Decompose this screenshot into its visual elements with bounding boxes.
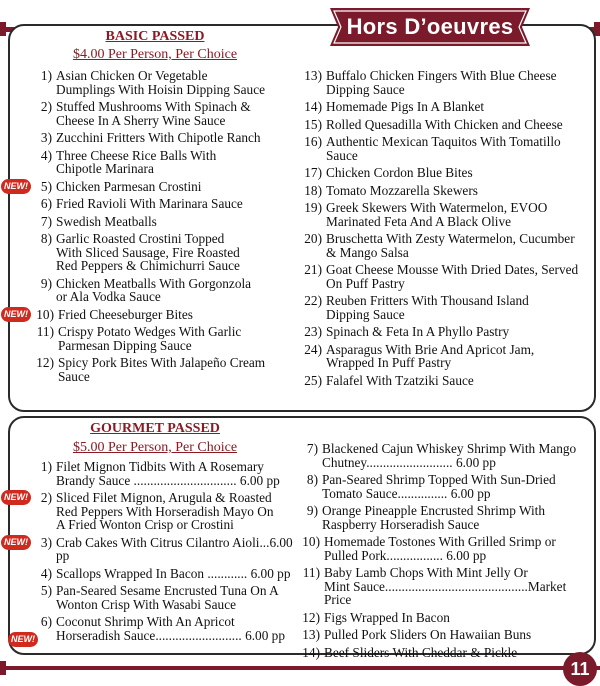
- menu-item: [304, 201, 588, 228]
- item-text-line: Chicken Meatballs With Gorgonzola: [56, 275, 252, 291]
- item-text-line: Chutney.......................... 6.00 pp: [322, 454, 496, 470]
- item-text-line: or Ala Vodka Sauce: [56, 289, 161, 304]
- item-text-line: & Mango Salsa: [326, 244, 409, 260]
- item-text-line: Pan-Seared Shrimp Topped With Sun-Dried: [322, 472, 556, 487]
- item-number: 4): [40, 147, 52, 163]
- item-text-line: Orange Pineapple Encrusted Shrimp With: [322, 503, 546, 518]
- divider-cap-left: [0, 661, 6, 675]
- item-text-line: Figs Wrapped In Bacon: [324, 609, 450, 625]
- item-number: 8): [306, 472, 318, 487]
- gourmet-section-price: $5.00 Per Person, Per Choice: [72, 440, 238, 455]
- item-text-line: Crab Cakes With Citrus Cilantro Aioli...6.00 pp: [56, 534, 293, 563]
- item-number: 1): [40, 68, 52, 83]
- item-text-line: Beef Sliders With Cheddar & Pickle: [324, 644, 518, 660]
- item-number: 5): [40, 178, 52, 194]
- item-number: 5): [40, 583, 52, 598]
- title-banner: [330, 8, 530, 46]
- bottom-divider: [0, 666, 600, 670]
- item-number: 9): [306, 503, 318, 518]
- item-text-line: Greek Skewers With Watermelon, EVOO: [326, 200, 548, 215]
- item-number: 17): [304, 165, 322, 180]
- item-number: 4): [40, 565, 52, 581]
- item-text-line: Baby Lamb Chops With Mint Jelly Or: [324, 565, 528, 580]
- item-number: 7): [40, 213, 52, 229]
- item-text-line: Fried Cheeseburger Bites: [58, 306, 193, 322]
- item-number: 2): [40, 490, 52, 505]
- item-number: 14): [304, 99, 322, 114]
- item-number: 2): [40, 99, 52, 114]
- item-text-line: Chicken Cordon Blue Bites: [326, 165, 473, 180]
- item-number: 3): [40, 534, 52, 550]
- menu-item: [36, 277, 298, 304]
- menu-item: [302, 473, 592, 500]
- new-badge: NEW!: [1, 179, 31, 194]
- item-text-line: Blackened Cajun Whiskey Shrimp With Mango: [322, 441, 577, 456]
- page-number: 11: [563, 652, 597, 686]
- item-text-line: Homemade Pigs In A Blanket: [326, 99, 485, 114]
- item-text-line: Crispy Potato Wedges With Garlic: [58, 324, 242, 339]
- item-number: 16): [304, 134, 322, 149]
- menu-item: [4, 534, 298, 563]
- item-number: 20): [304, 231, 322, 246]
- item-number: 13): [304, 68, 322, 83]
- gourmet-section-title: GOURMET PASSED: [90, 421, 220, 436]
- item-text-line: Goat Cheese Mousse With Dried Dates, Served: [326, 262, 579, 277]
- item-text-line: Swedish Meatballs: [56, 213, 157, 229]
- item-number: 19): [304, 200, 322, 215]
- item-text-line: Red Peppers With Horseradish Mayo On: [56, 503, 274, 519]
- item-text-line: Brandy Sauce ............................... 6.00 pp: [56, 472, 280, 488]
- menu-item: [304, 118, 588, 132]
- item-text-line: Spicy Pork Bites With Jalapeño Cream: [58, 355, 266, 370]
- item-text-line: Spinach & Feta In A Phyllo Pastry: [326, 324, 510, 339]
- menu-item: [4, 490, 298, 532]
- new-badge: NEW!: [1, 490, 31, 505]
- menu-item: [36, 149, 298, 176]
- item-text-line: Sauce: [326, 147, 358, 163]
- item-number: 12): [36, 355, 54, 370]
- item-text-line: Tomato Sauce............... 6.00 pp: [322, 485, 491, 501]
- item-text-line: Dipping Sauce: [326, 306, 405, 322]
- menu-item: [302, 442, 592, 469]
- item-text-line: Zucchini Fritters With Chipotle Ranch: [56, 130, 261, 145]
- basic-left-column: [4, 68, 298, 387]
- menu-item: [304, 184, 588, 198]
- menu-item: [304, 343, 588, 370]
- item-number: 11): [302, 565, 320, 580]
- item-number: 13): [302, 627, 320, 642]
- item-text-line: Sauce: [58, 368, 90, 384]
- page-title: Hors D’oeuvres: [346, 14, 514, 39]
- item-number: 8): [40, 231, 52, 246]
- gourmet-left-column: [4, 459, 298, 646]
- menu-item: [304, 374, 588, 388]
- item-text-line: Sliced Filet Mignon, Arugula & Roasted: [56, 490, 272, 505]
- item-text-line: Chipotle Marinara: [56, 161, 154, 176]
- menu-item: [36, 69, 298, 96]
- basic-section-title: BASIC PASSED: [105, 29, 205, 44]
- item-number: 15): [304, 116, 322, 132]
- item-text-line: Pulled Pork Sliders On Hawaiian Buns: [324, 627, 532, 642]
- item-text-line: Cheese In A Sherry Wine Sauce: [56, 112, 226, 128]
- item-number: 7): [306, 441, 318, 456]
- item-text-line: Dumplings With Hoisin Dipping Sauce: [56, 81, 266, 97]
- item-text-line: Garlic Roasted Crostini Topped: [56, 231, 225, 246]
- basic-section-price: $4.00 Per Person, Per Choice: [72, 47, 238, 62]
- menu-item: [304, 232, 588, 259]
- menu-item: [36, 131, 298, 145]
- item-text-line: Homemade Tostones With Grilled Srimp or: [324, 534, 556, 549]
- new-badge: NEW!: [1, 307, 31, 322]
- item-text-line: Coconut Shrimp With An Apricot: [56, 614, 235, 629]
- item-text-line: Marinated Feta And A Black Olive: [326, 213, 512, 229]
- item-number: 1): [40, 459, 52, 474]
- item-number: 14): [302, 644, 320, 660]
- item-text-line: With Sliced Sausage, Fire Roasted: [56, 244, 240, 260]
- menu-item: [304, 135, 588, 162]
- item-text-line: Wonton Crisp With Wasabi Sauce: [56, 596, 237, 612]
- item-text-line: Horseradish Sauce.......................... 6.00 pp: [56, 627, 285, 643]
- new-badge: NEW!: [8, 632, 38, 647]
- menu-item: [36, 356, 298, 383]
- item-number: 24): [304, 341, 322, 357]
- menu-item: [302, 566, 592, 607]
- item-number: 12): [302, 609, 320, 625]
- menu-item: [36, 197, 298, 211]
- menu-item: [302, 611, 592, 625]
- item-number: 25): [304, 372, 322, 388]
- item-text-line: Red Peppers & Chimichurri Sauce: [56, 258, 240, 273]
- menu-item: [302, 535, 592, 562]
- item-text-line: Three Cheese Rice Balls With: [56, 147, 217, 163]
- item-text-line: Chicken Parmesan Crostini: [56, 178, 202, 194]
- menu-item: [4, 306, 298, 322]
- item-text-line: Buffalo Chicken Fingers With Blue Cheese: [326, 68, 557, 83]
- gourmet-right-column: [302, 442, 592, 663]
- item-number: 3): [40, 130, 52, 145]
- menu-item: [36, 100, 298, 127]
- menu-item: [302, 628, 592, 642]
- item-text-line: Asian Chicken Or Vegetable: [56, 68, 208, 83]
- menu-item: [36, 584, 298, 611]
- item-text-line: A Fried Wonton Crisp or Crostini: [56, 517, 234, 532]
- item-number: 6): [40, 196, 52, 211]
- menu-item: [36, 460, 298, 487]
- item-number: 6): [40, 614, 52, 629]
- item-text-line: On Puff Pastry: [326, 275, 405, 291]
- menu-item: [302, 646, 592, 660]
- item-text-line: Falafel With Tzatziki Sauce: [326, 372, 474, 388]
- menu-item: [36, 567, 298, 581]
- menu-item: [304, 294, 588, 321]
- menu-item: [36, 615, 298, 642]
- menu-item: [304, 100, 588, 114]
- item-text-line: Bruschetta With Zesty Watermelon, Cucumber: [326, 231, 575, 246]
- item-text-line: Scallops Wrapped In Bacon ............ 6.00 pp: [56, 565, 291, 581]
- item-text-line: Parmesan Dipping Sauce: [58, 337, 192, 353]
- item-number: 22): [304, 293, 322, 308]
- menu-item: [304, 69, 588, 96]
- item-text-line: Asparagus With Brie And Apricot Jam,: [326, 341, 535, 357]
- menu-item: [36, 232, 298, 273]
- menu-item: [302, 504, 592, 531]
- menu-item: [304, 263, 588, 290]
- item-number: 11): [36, 324, 54, 339]
- item-number: 23): [304, 324, 322, 339]
- menu-item: [36, 325, 298, 352]
- item-text-line: Pan-Seared Sesame Encrusted Tuna On A: [56, 583, 279, 598]
- item-text-line: Tomato Mozzarella Skewers: [326, 182, 478, 198]
- item-text-line: Stuffed Mushrooms With Spinach &: [56, 99, 251, 114]
- menu-item: [304, 325, 588, 339]
- item-text-line: Reuben Fritters With Thousand Island: [326, 293, 529, 308]
- item-text-line: Mint Sauce...........................................Market Price: [324, 578, 567, 607]
- item-text-line: Rolled Quesadilla With Chicken and Cheese: [326, 116, 563, 132]
- item-text-line: Wrapped In Puff Pastry: [326, 355, 452, 370]
- item-number: 18): [304, 182, 322, 198]
- item-number: 10): [302, 534, 320, 549]
- item-text-line: Fried Ravioli With Marinara Sauce: [56, 196, 243, 211]
- basic-right-column: [304, 69, 588, 391]
- menu-item: [36, 215, 298, 229]
- item-number: 10): [36, 306, 54, 322]
- item-text-line: Filet Mignon Tidbits With A Rosemary: [56, 459, 264, 474]
- item-text-line: Pulled Pork................. 6.00 pp: [324, 547, 487, 563]
- divider-cap-left: [0, 22, 6, 36]
- item-number: 9): [40, 275, 52, 291]
- item-text-line: Raspberry Horseradish Sauce: [322, 516, 480, 532]
- item-number: 21): [304, 262, 322, 277]
- item-text-line: Dipping Sauce: [326, 81, 405, 97]
- menu-item: [304, 166, 588, 180]
- new-badge: NEW!: [1, 535, 31, 550]
- menu-item: [4, 178, 298, 194]
- item-text-line: Authentic Mexican Taquitos With Tomatillo: [326, 134, 561, 149]
